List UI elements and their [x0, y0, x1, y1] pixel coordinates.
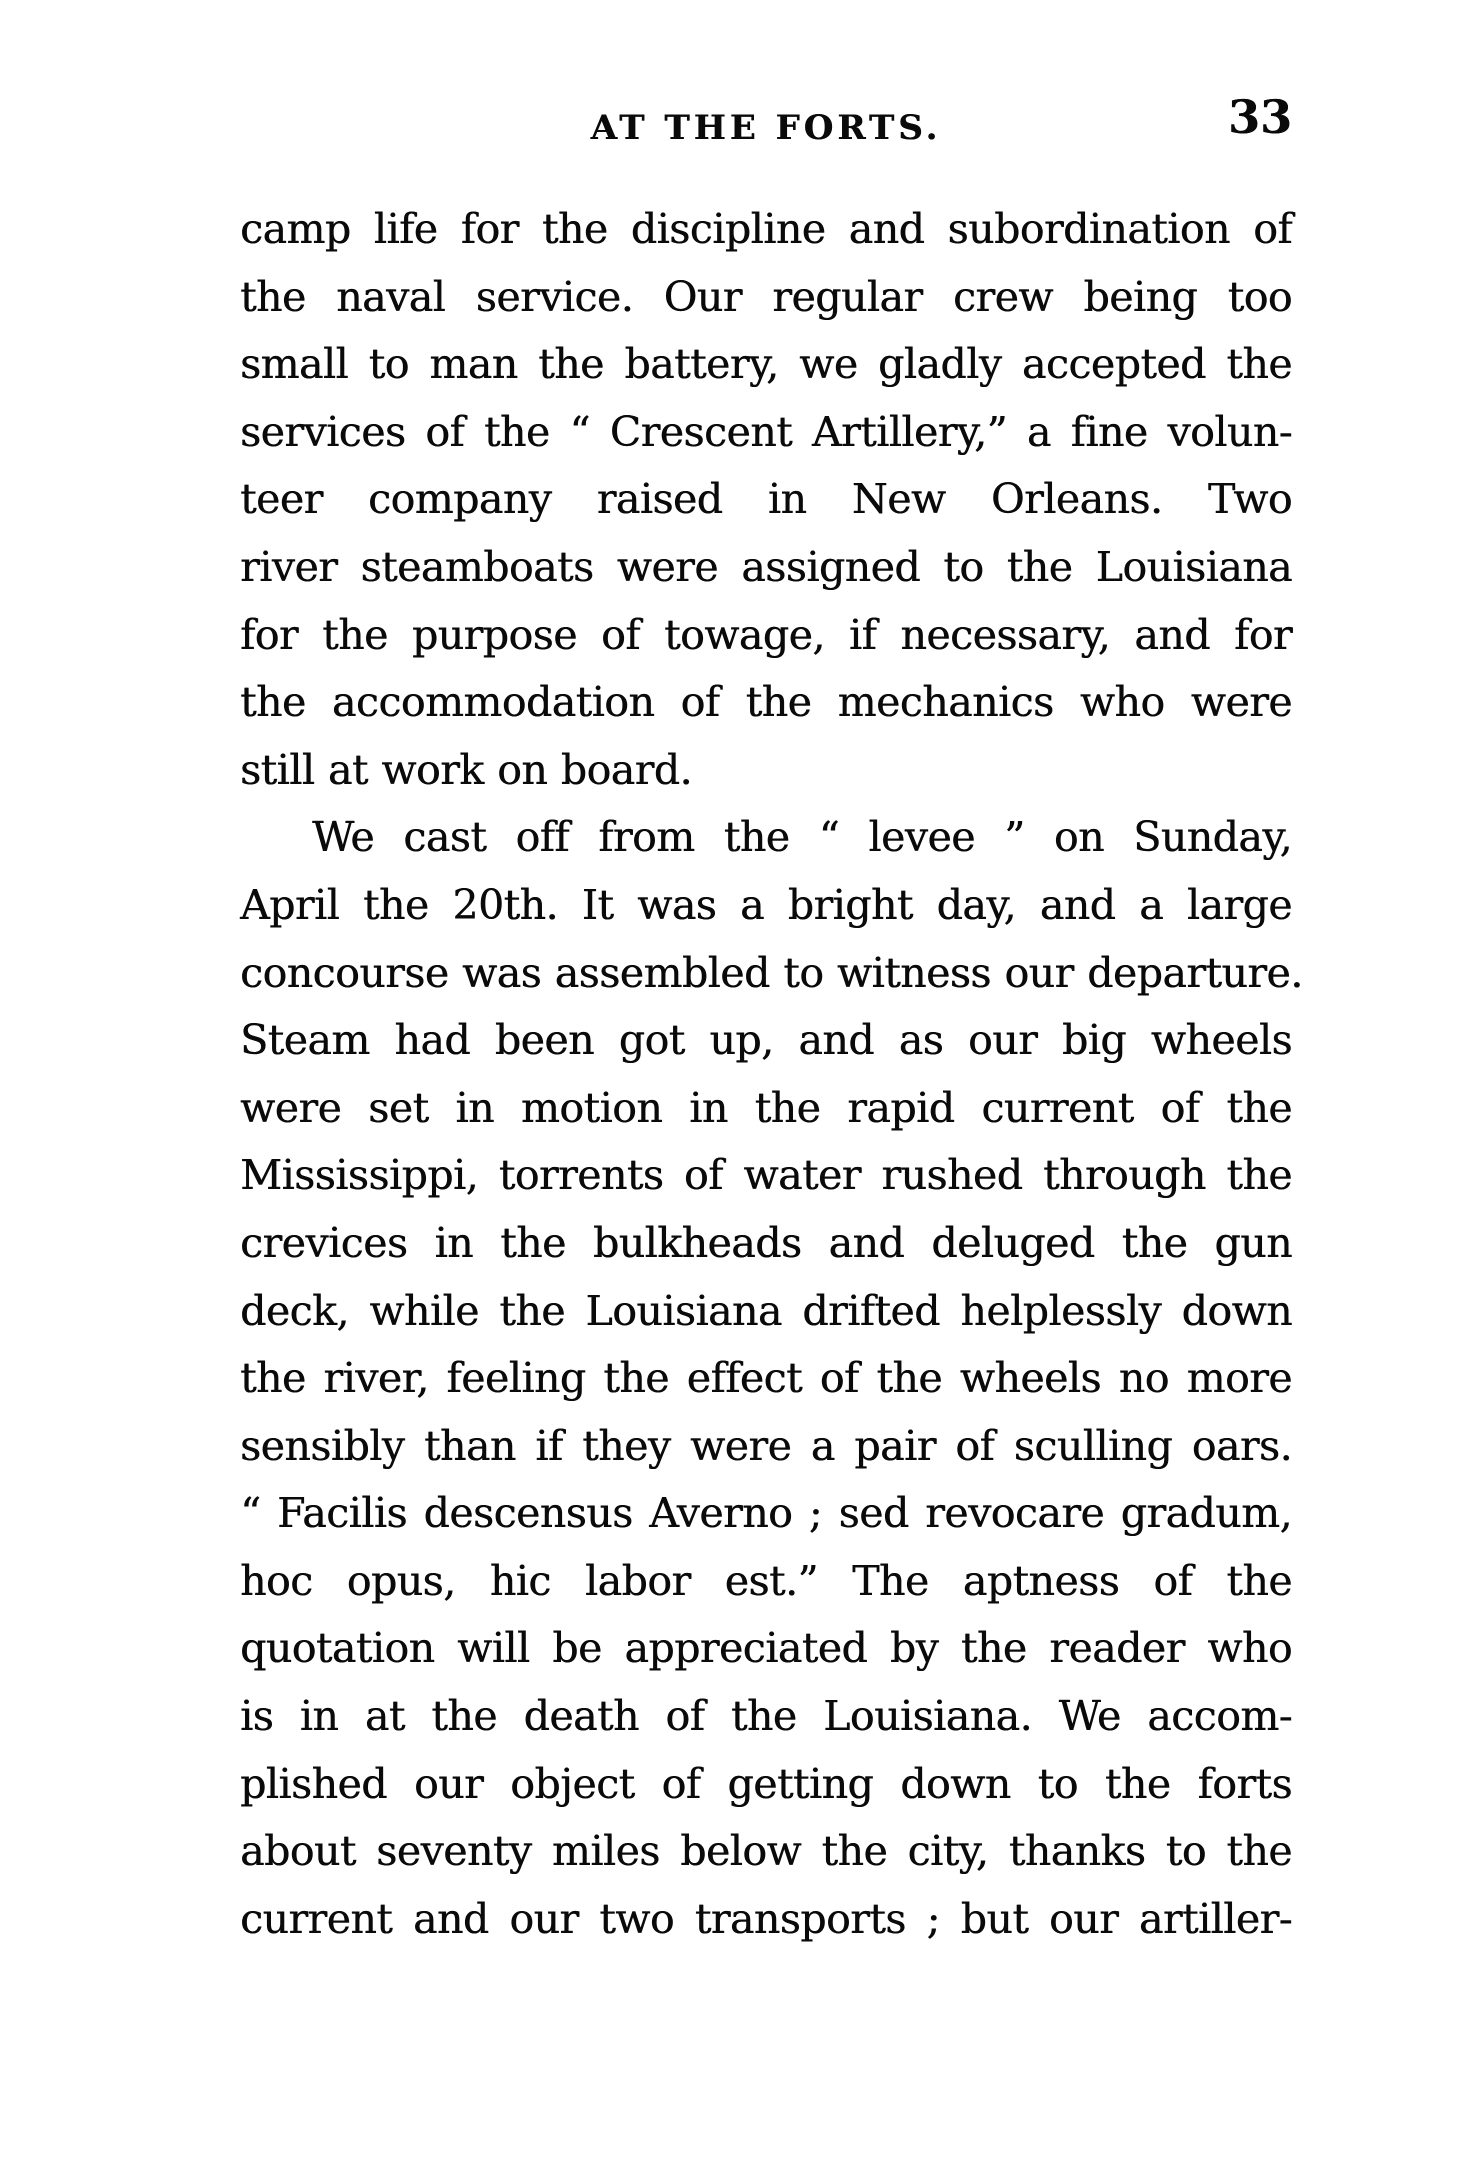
text-line: April the 20th. It was a bright day, and a large — [240, 880, 1292, 929]
text-line: about seventy miles below the city, thanks to the — [240, 1827, 1292, 1876]
text-line: Steam had been got up, and as our big wheels — [240, 1016, 1292, 1065]
text-line: “ Facilis descensus Averno ; sed revocare gradum, — [240, 1489, 1292, 1538]
text-line: camp life for the discipline and subordination of — [240, 205, 1292, 253]
page-body — [240, 196, 1303, 1953]
text-line: quotation will be appreciated by the reader who — [240, 1624, 1292, 1673]
text-line: crevices in the bulkheads and deluged the gun — [240, 1218, 1292, 1267]
text-line: were set in motion in the rapid current of the — [240, 1083, 1292, 1132]
text-line: plished our object of getting down to the forts — [240, 1759, 1292, 1808]
text-line: hoc opus, hic labor est.” The aptness of the — [240, 1556, 1292, 1605]
text-line: is in at the death of the Louisiana. We accom- — [240, 1692, 1292, 1741]
text-line: concourse was assembled to witness our departure. — [240, 948, 1303, 997]
text-line: teer company raised in New Orleans. Two — [240, 475, 1292, 524]
text-line: We cast off from the “ levee ” on Sunday, — [312, 813, 1292, 862]
text-line: deck, while the Louisiana drifted helplessly down — [240, 1286, 1292, 1335]
text-line: the accommodation of the mechanics who were — [240, 678, 1292, 727]
text-line: sensibly than if they were a pair of sculling oars. — [240, 1421, 1292, 1470]
text-line: for the purpose of towage, if necessary, and for — [240, 610, 1292, 659]
running-title: AT THE FORTS. — [590, 108, 942, 148]
text-line: current and our two transports ; but our artiller- — [240, 1894, 1292, 1943]
text-line: Mississippi, torrents of water rushed through the — [240, 1151, 1292, 1200]
text-line: the river, feeling the effect of the wheels no more — [240, 1354, 1292, 1403]
page-number: 33 — [1227, 90, 1292, 144]
text-line: still at work on board. — [240, 745, 692, 794]
text-line: services of the “ Crescent Artillery,” a fine volun- — [240, 407, 1292, 456]
text-line: river steamboats were assigned to the Louisiana — [240, 542, 1292, 591]
text-line: small to man the battery, we gladly accepted the — [240, 340, 1292, 389]
text-line: the naval service. Our regular crew being too — [240, 272, 1292, 321]
page-header — [240, 0, 1292, 160]
